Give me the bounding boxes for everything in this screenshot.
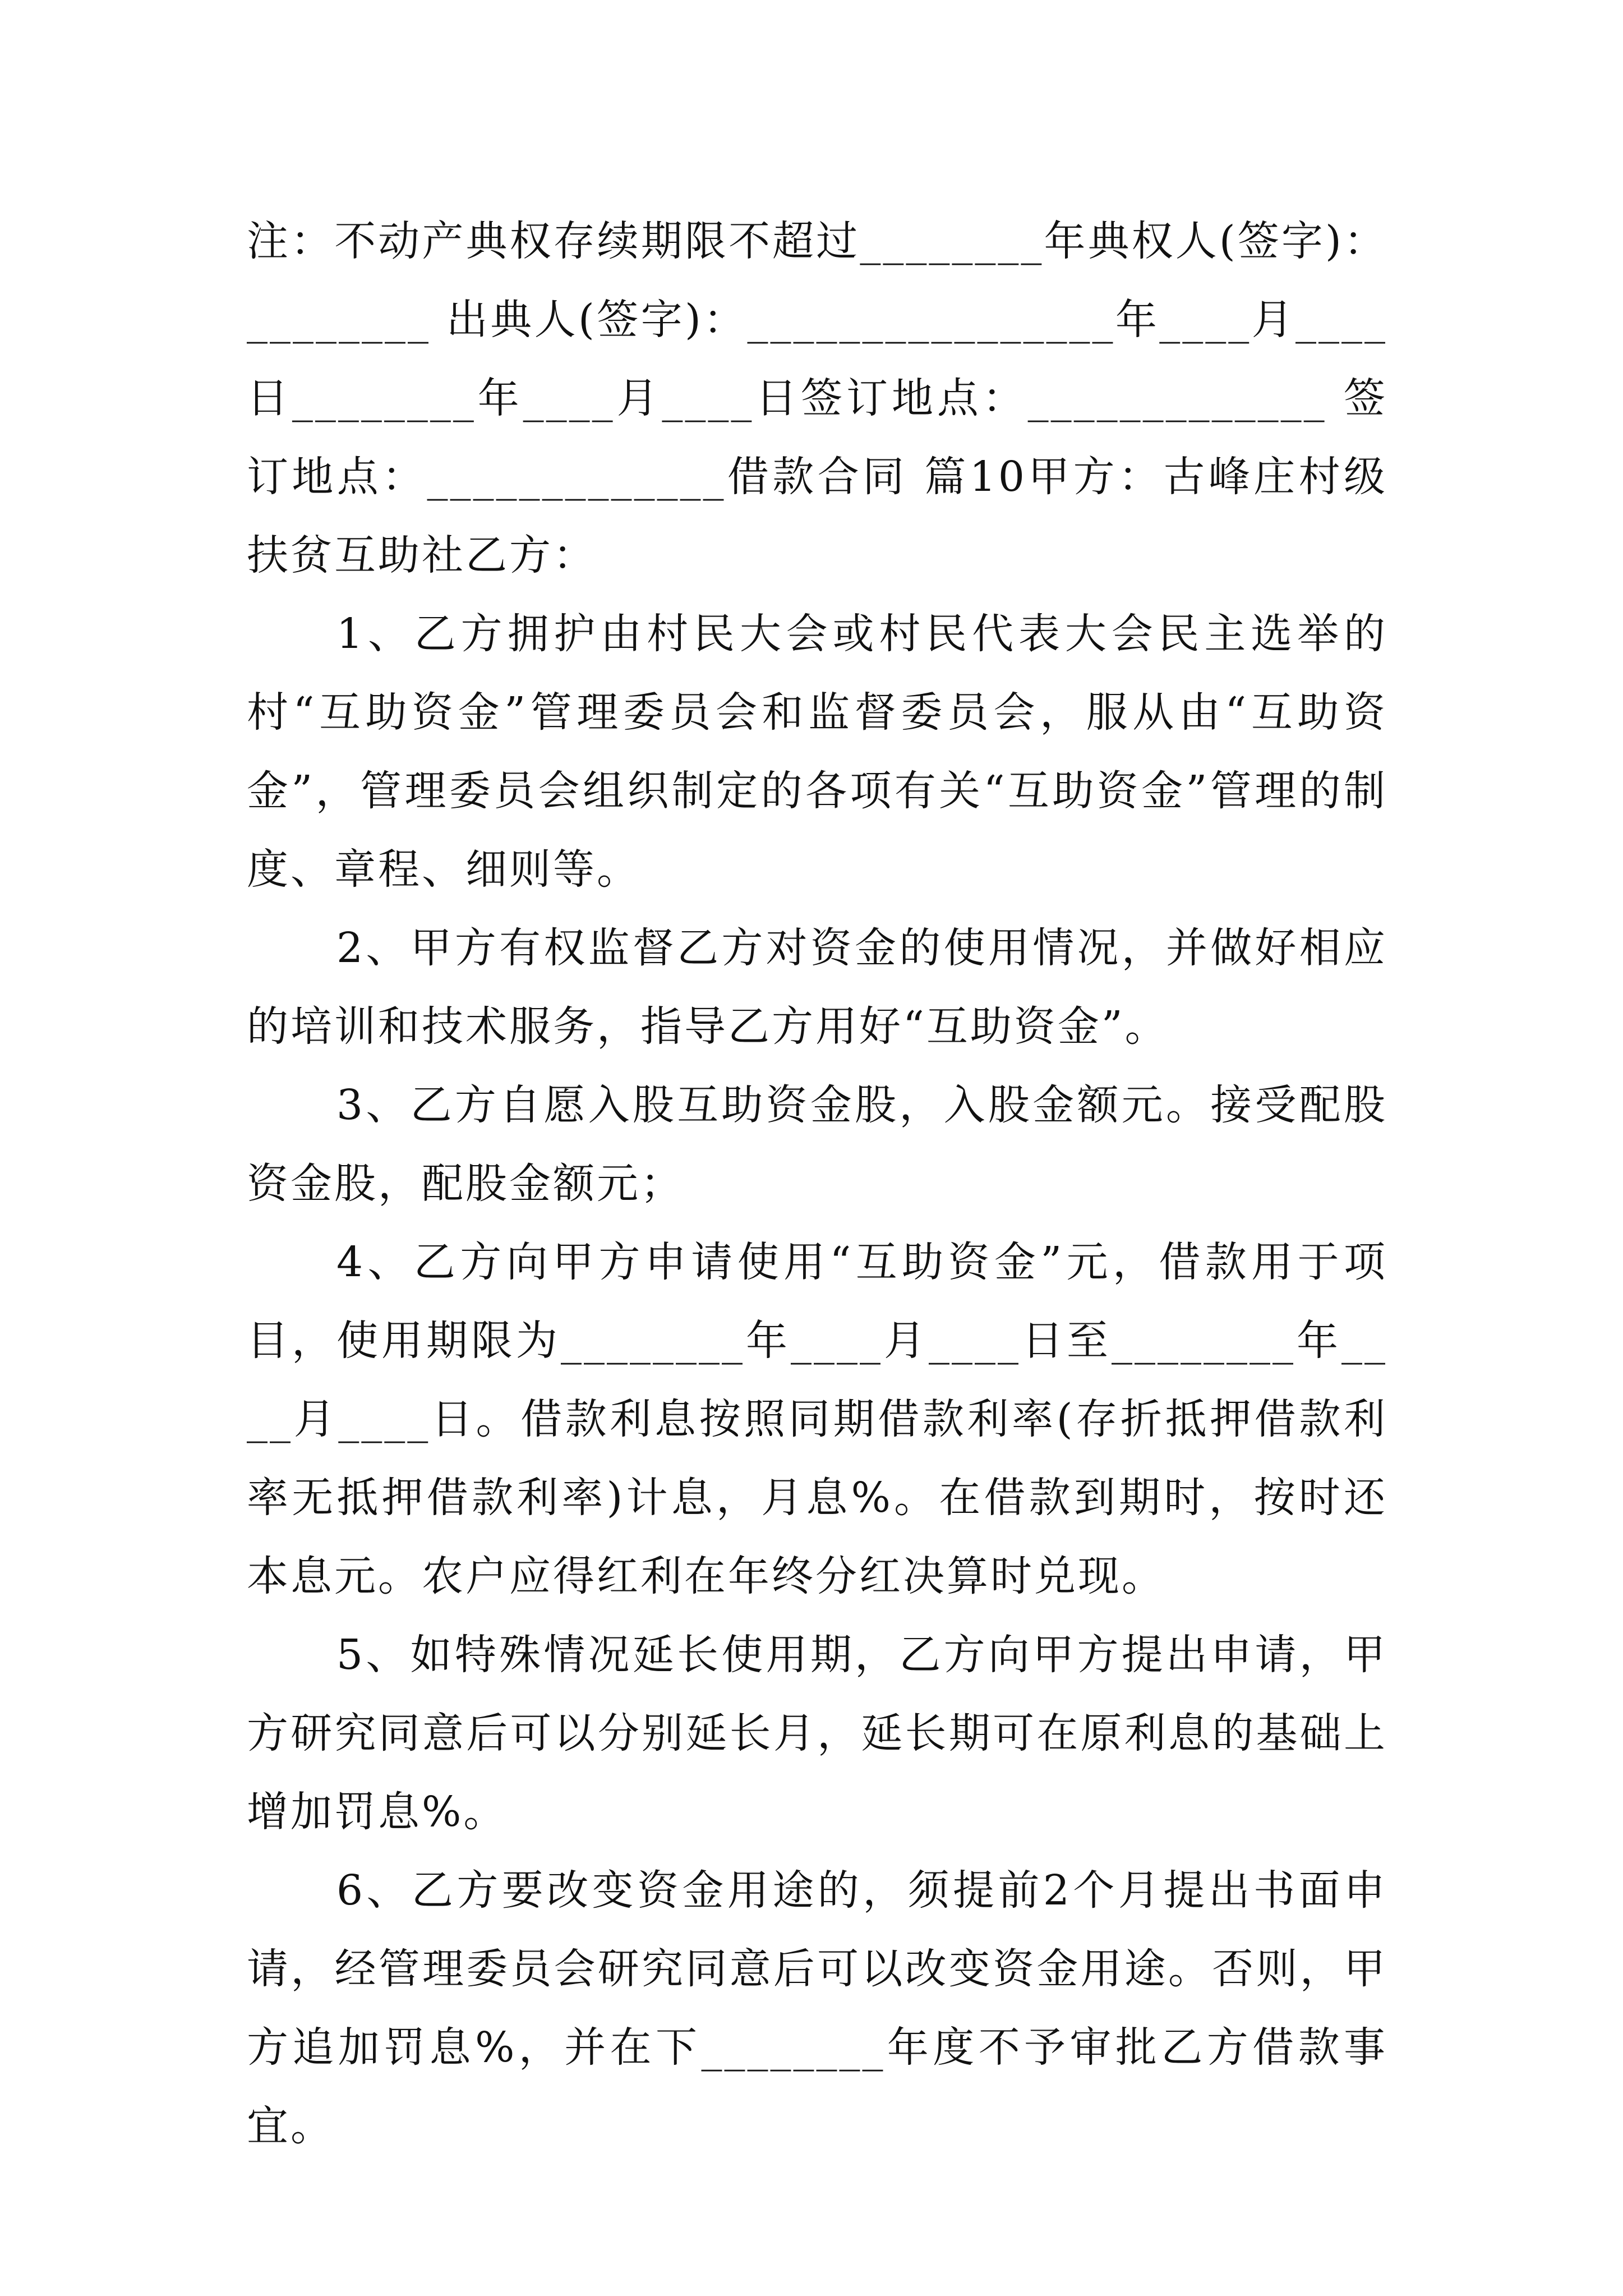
paragraph-clause-2: 2、甲方有权监督乙方对资金的使用情况，并做好相应的培训和技术服务，指导乙方用好“互助资金”。 — [247, 924, 1387, 1051]
paragraph-clause-5: 5、如特殊情况延长使用期，乙方向甲方提出申请，甲方研究同意后可以分别延长月，延长期可在原利息的基础上增加罚息%。 — [247, 1631, 1387, 1836]
paragraph-clause-1: 1、乙方拥护由村民大会或村民代表大会民主选举的村“互助资金”管理委员会和监督委员会，服从由“互助资金”，管理委员会组织制定的各项有关“互助资金”管理的制度、章程、细则等。 — [247, 610, 1387, 894]
paragraph-clause-4: 4、乙方向甲方申请使用“互助资金”元，借款用于项目，使用期限为________年____月____日至________年____月____日。借款利息按照同期借款利率(存折抵押借款利率无抵押借款利率)计息，月息%。在借款到期时，按时还本息元。农户应得红利在年终分红决算时兑现。 — [247, 1238, 1387, 1600]
paragraph-clause-6: 6、乙方要改变资金用途的，须提前2个月提出书面申请，经管理委员会研究同意后可以改变资金用途。否则，甲方追加罚息%，并在下________年度不予审批乙方借款事宜。 — [247, 1866, 1387, 2150]
paragraph-clause-3: 3、乙方自愿入股互助资金股，入股金额元。接受配股资金股，配股金额元； — [247, 1081, 1387, 1208]
paragraph-pledge-notes: 注：不动产典权存续期限不超过________年典权人(签字)：________ 出典人(签字)：________________年____月____日________年____月____日签订地点：_____________ 签订地点：_____________借款合同 篇10甲方：古峰庄村级扶贫互助社乙方： — [247, 217, 1387, 579]
